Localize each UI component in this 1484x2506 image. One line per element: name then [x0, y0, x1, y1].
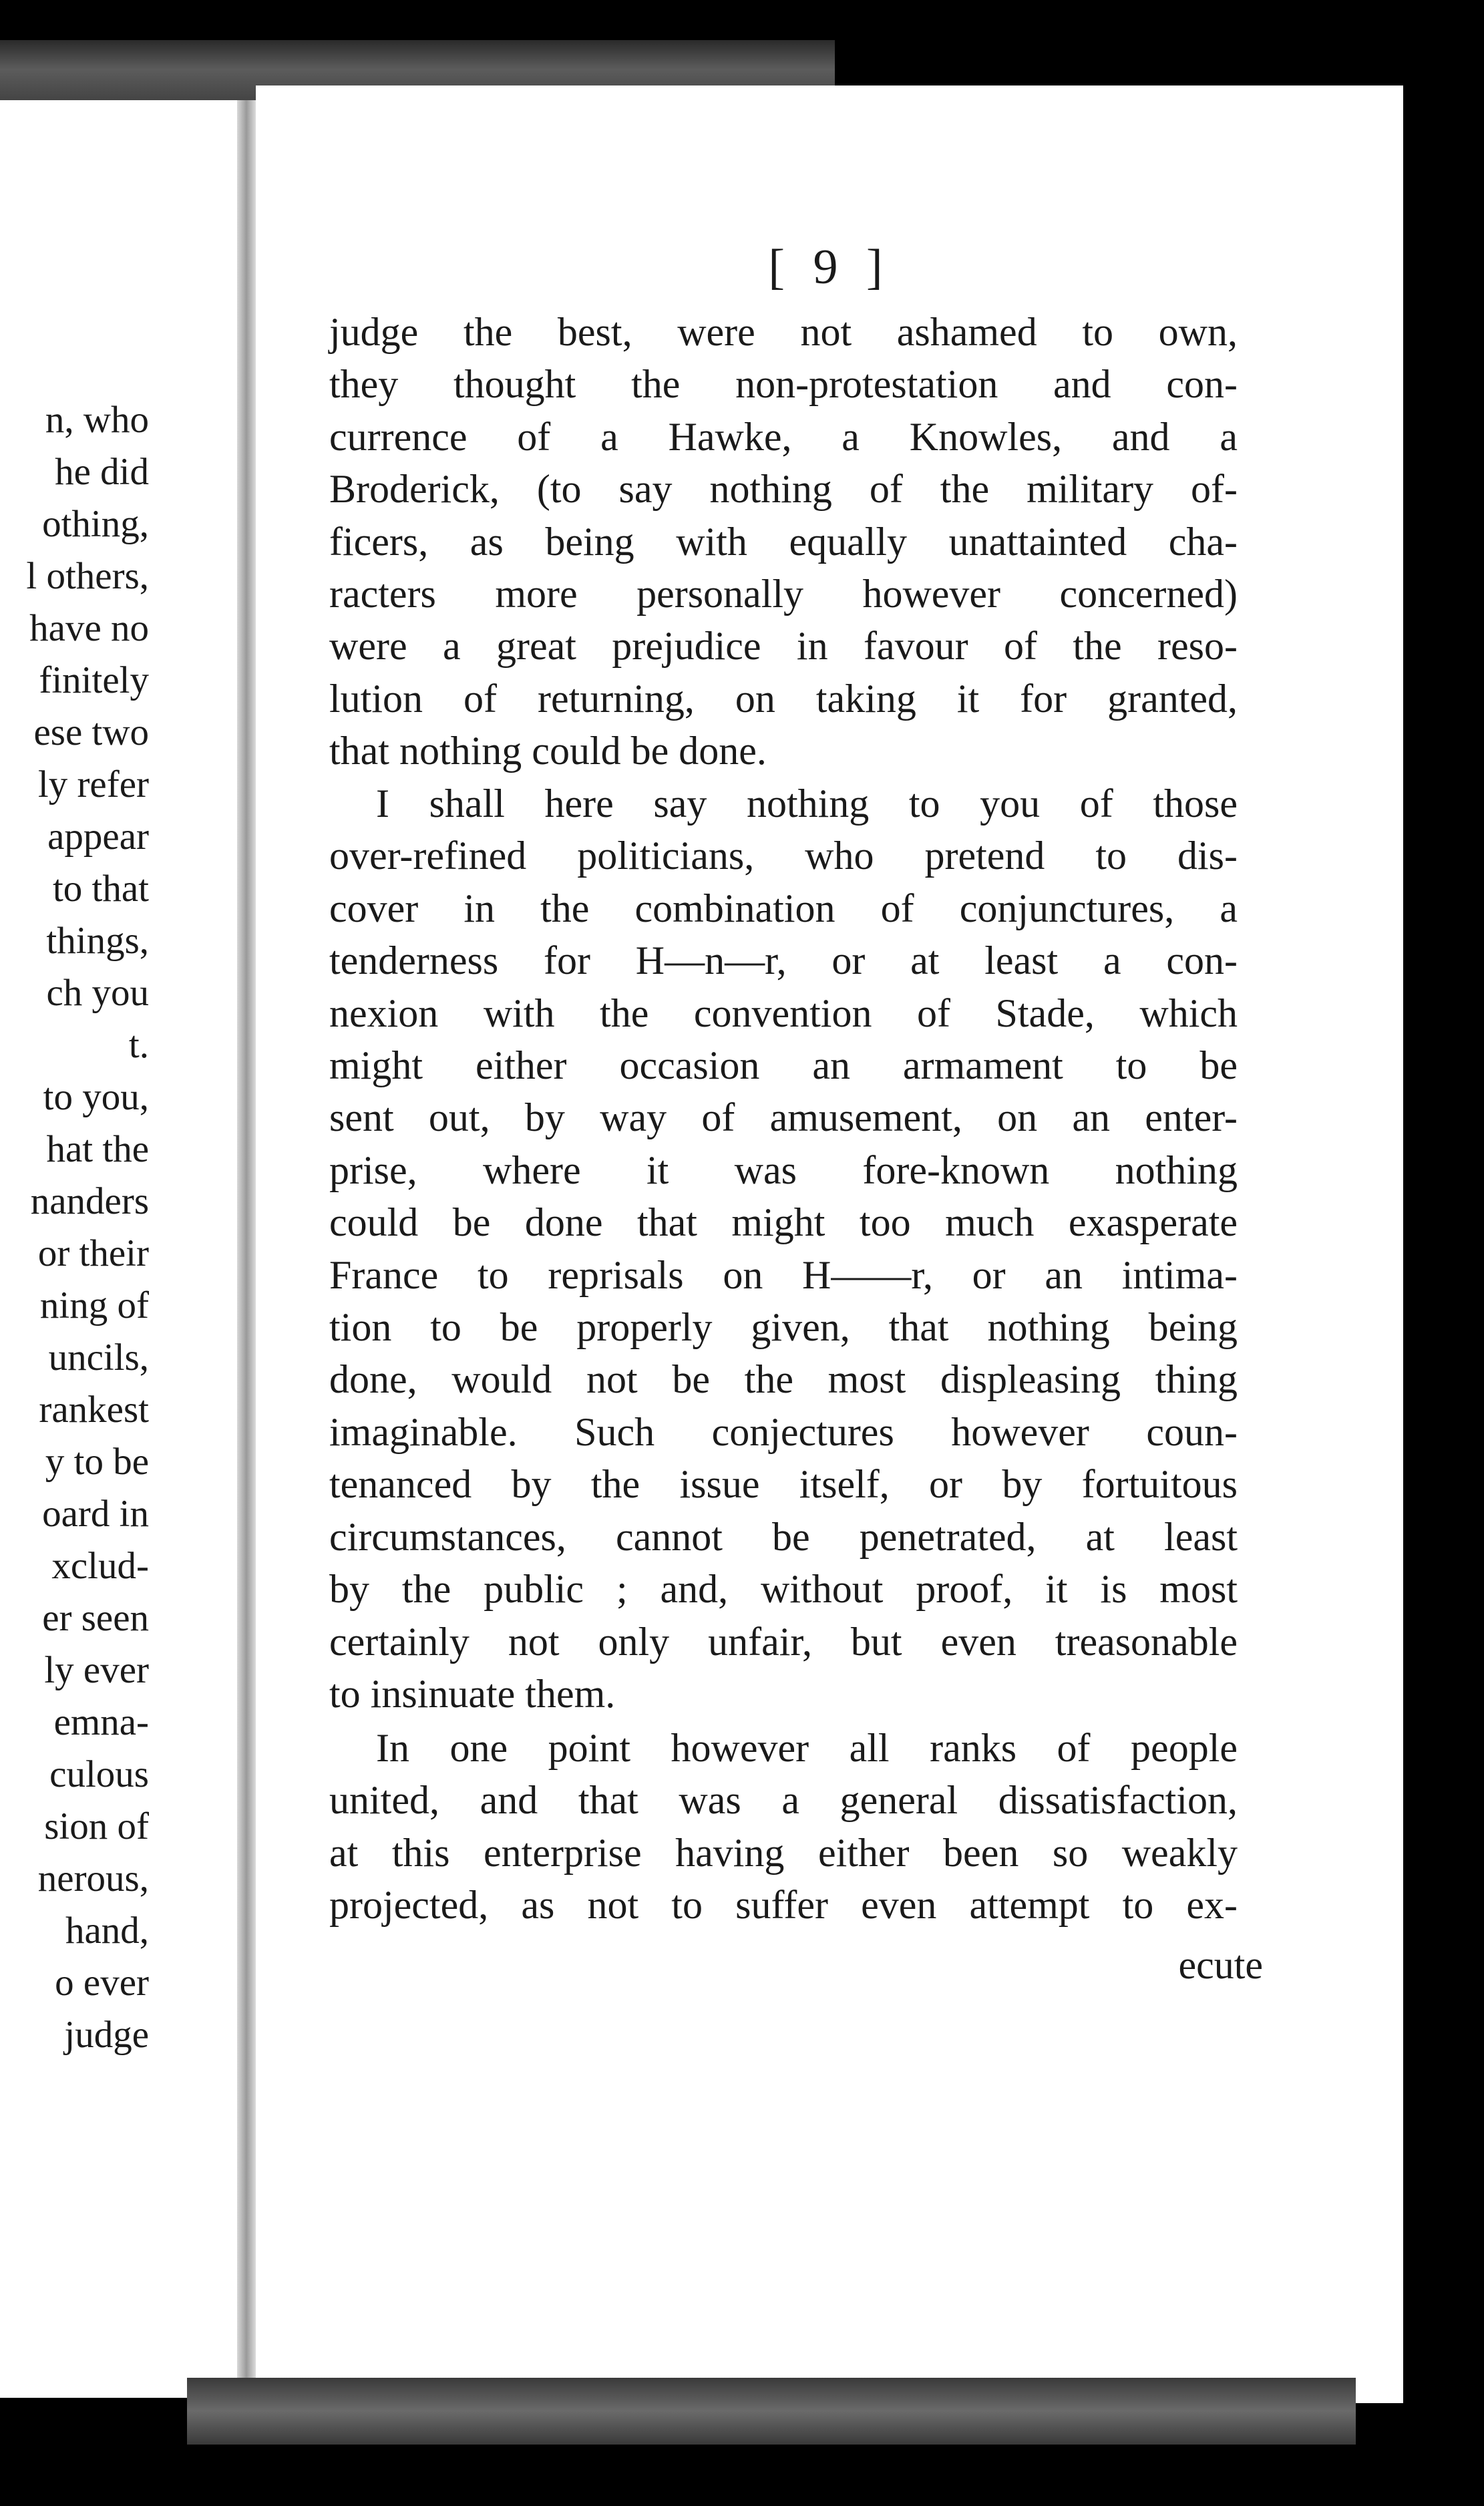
previous-page-fragment	[0, 100, 237, 2398]
left-page-line: othing,	[42, 503, 149, 545]
text-line: judge the best, were not ashamed to own,	[329, 310, 1238, 354]
page-number: [ 9 ]	[768, 240, 891, 295]
left-page-line: have no	[29, 607, 149, 649]
text-line: they thought the non-protestation and con-	[329, 362, 1238, 407]
text-line: sent out, by way of amusement, on an enter-	[329, 1095, 1238, 1140]
text-line: could be done that might too much exasperate	[329, 1200, 1238, 1245]
text-line: done, would not be the most displeasing thing	[329, 1357, 1238, 1402]
main-page	[256, 85, 1403, 2403]
left-page-line: t.	[128, 1024, 149, 1066]
left-page-line: xclud-	[51, 1545, 149, 1587]
text-line: racters more personally however concerned)	[329, 572, 1238, 616]
text-line: I shall here say nothing to you of those	[376, 781, 1238, 826]
left-page-line: ly refer	[37, 763, 149, 806]
paragraph	[329, 306, 1238, 777]
left-page-line: nanders	[30, 1180, 149, 1222]
left-page-line: hat the	[46, 1128, 149, 1170]
left-page-line: to that	[52, 868, 149, 910]
text-line: circumstances, cannot be penetrated, at least	[329, 1514, 1238, 1559]
left-page-line: emna-	[53, 1701, 149, 1743]
text-line: over-refined politicians, who pretend to dis-	[329, 834, 1238, 878]
paragraph	[329, 777, 1238, 1720]
left-page-line: he did	[55, 451, 149, 493]
catchword: ecute	[1178, 1943, 1263, 1987]
text-line: France to reprisals on H——r, or an intima-	[329, 1252, 1238, 1297]
text-line: prise, where it was fore-known nothing	[329, 1147, 1238, 1192]
text-line: were a great prejudice in favour of the reso-	[329, 624, 1238, 669]
text-line: united, and that was a general dissatisfaction,	[329, 1778, 1238, 1823]
left-page-line: hand,	[65, 1910, 149, 1952]
text-line: imaginable. Such conjectures however coun-	[329, 1409, 1238, 1454]
left-page-line: ly ever	[44, 1649, 149, 1691]
left-page-line: l others,	[26, 555, 149, 597]
text-line: tion to be properly given, that nothing being	[329, 1305, 1238, 1350]
left-page-line: er seen	[42, 1597, 149, 1639]
left-page-line: o ever	[55, 1962, 149, 2004]
left-page-line: nerous,	[37, 1857, 149, 1900]
text-line: that nothing could be done.	[329, 729, 767, 773]
left-page-line: ch you	[46, 972, 149, 1014]
left-page-line: sion of	[44, 1805, 149, 1847]
left-page-line: rankest	[39, 1389, 149, 1431]
text-line: might either occasion an armament to be	[329, 1043, 1238, 1088]
text-line: In one point however all ranks of people	[376, 1726, 1238, 1770]
left-page-line: judge	[64, 2014, 149, 2056]
left-page-line: culous	[49, 1753, 149, 1795]
left-page-line: finitely	[39, 659, 149, 701]
left-page-line: y to be	[45, 1441, 149, 1483]
text-line: nexion with the convention of Stade, which	[329, 991, 1238, 1035]
text-line: at this enterprise having either been so weakly	[329, 1830, 1238, 1875]
text-line: Broderick, (to say nothing of the military of-	[329, 467, 1238, 512]
left-page-line: ese two	[33, 711, 149, 753]
text-line: tenderness for H—n—r, or at least a con-	[329, 938, 1238, 983]
text-line: to insinuate them.	[329, 1671, 616, 1716]
left-page-line: things,	[46, 920, 149, 962]
text-line: projected, as not to suffer even attempt to ex-	[329, 1883, 1238, 1928]
text-line: lution of returning, on taking it for granted,	[329, 676, 1238, 721]
text-line: tenanced by the issue itself, or by fortuitous	[329, 1462, 1238, 1507]
left-page-line: appear	[47, 816, 149, 858]
left-page-line: or their	[37, 1232, 149, 1274]
left-page-line: oard in	[42, 1493, 149, 1535]
text-line: certainly not only unfair, but even treasonable	[329, 1619, 1238, 1664]
text-line: by the public ; and, without proof, it is most	[329, 1567, 1238, 1612]
text-line: cover in the combination of conjunctures, a	[329, 886, 1238, 930]
paragraph	[329, 1722, 1238, 1932]
scan-bottom-edge	[187, 2378, 1356, 2445]
left-page-line: to you,	[43, 1076, 149, 1118]
left-page-line: n, who	[45, 399, 149, 441]
left-page-line: ning of	[39, 1284, 149, 1326]
text-line: currence of a Hawke, a Knowles, and a	[329, 414, 1238, 459]
book-gutter	[237, 100, 256, 2398]
text-line: ficers, as being with equally unattainted cha-	[329, 519, 1238, 564]
left-page-line: uncils,	[48, 1336, 149, 1379]
